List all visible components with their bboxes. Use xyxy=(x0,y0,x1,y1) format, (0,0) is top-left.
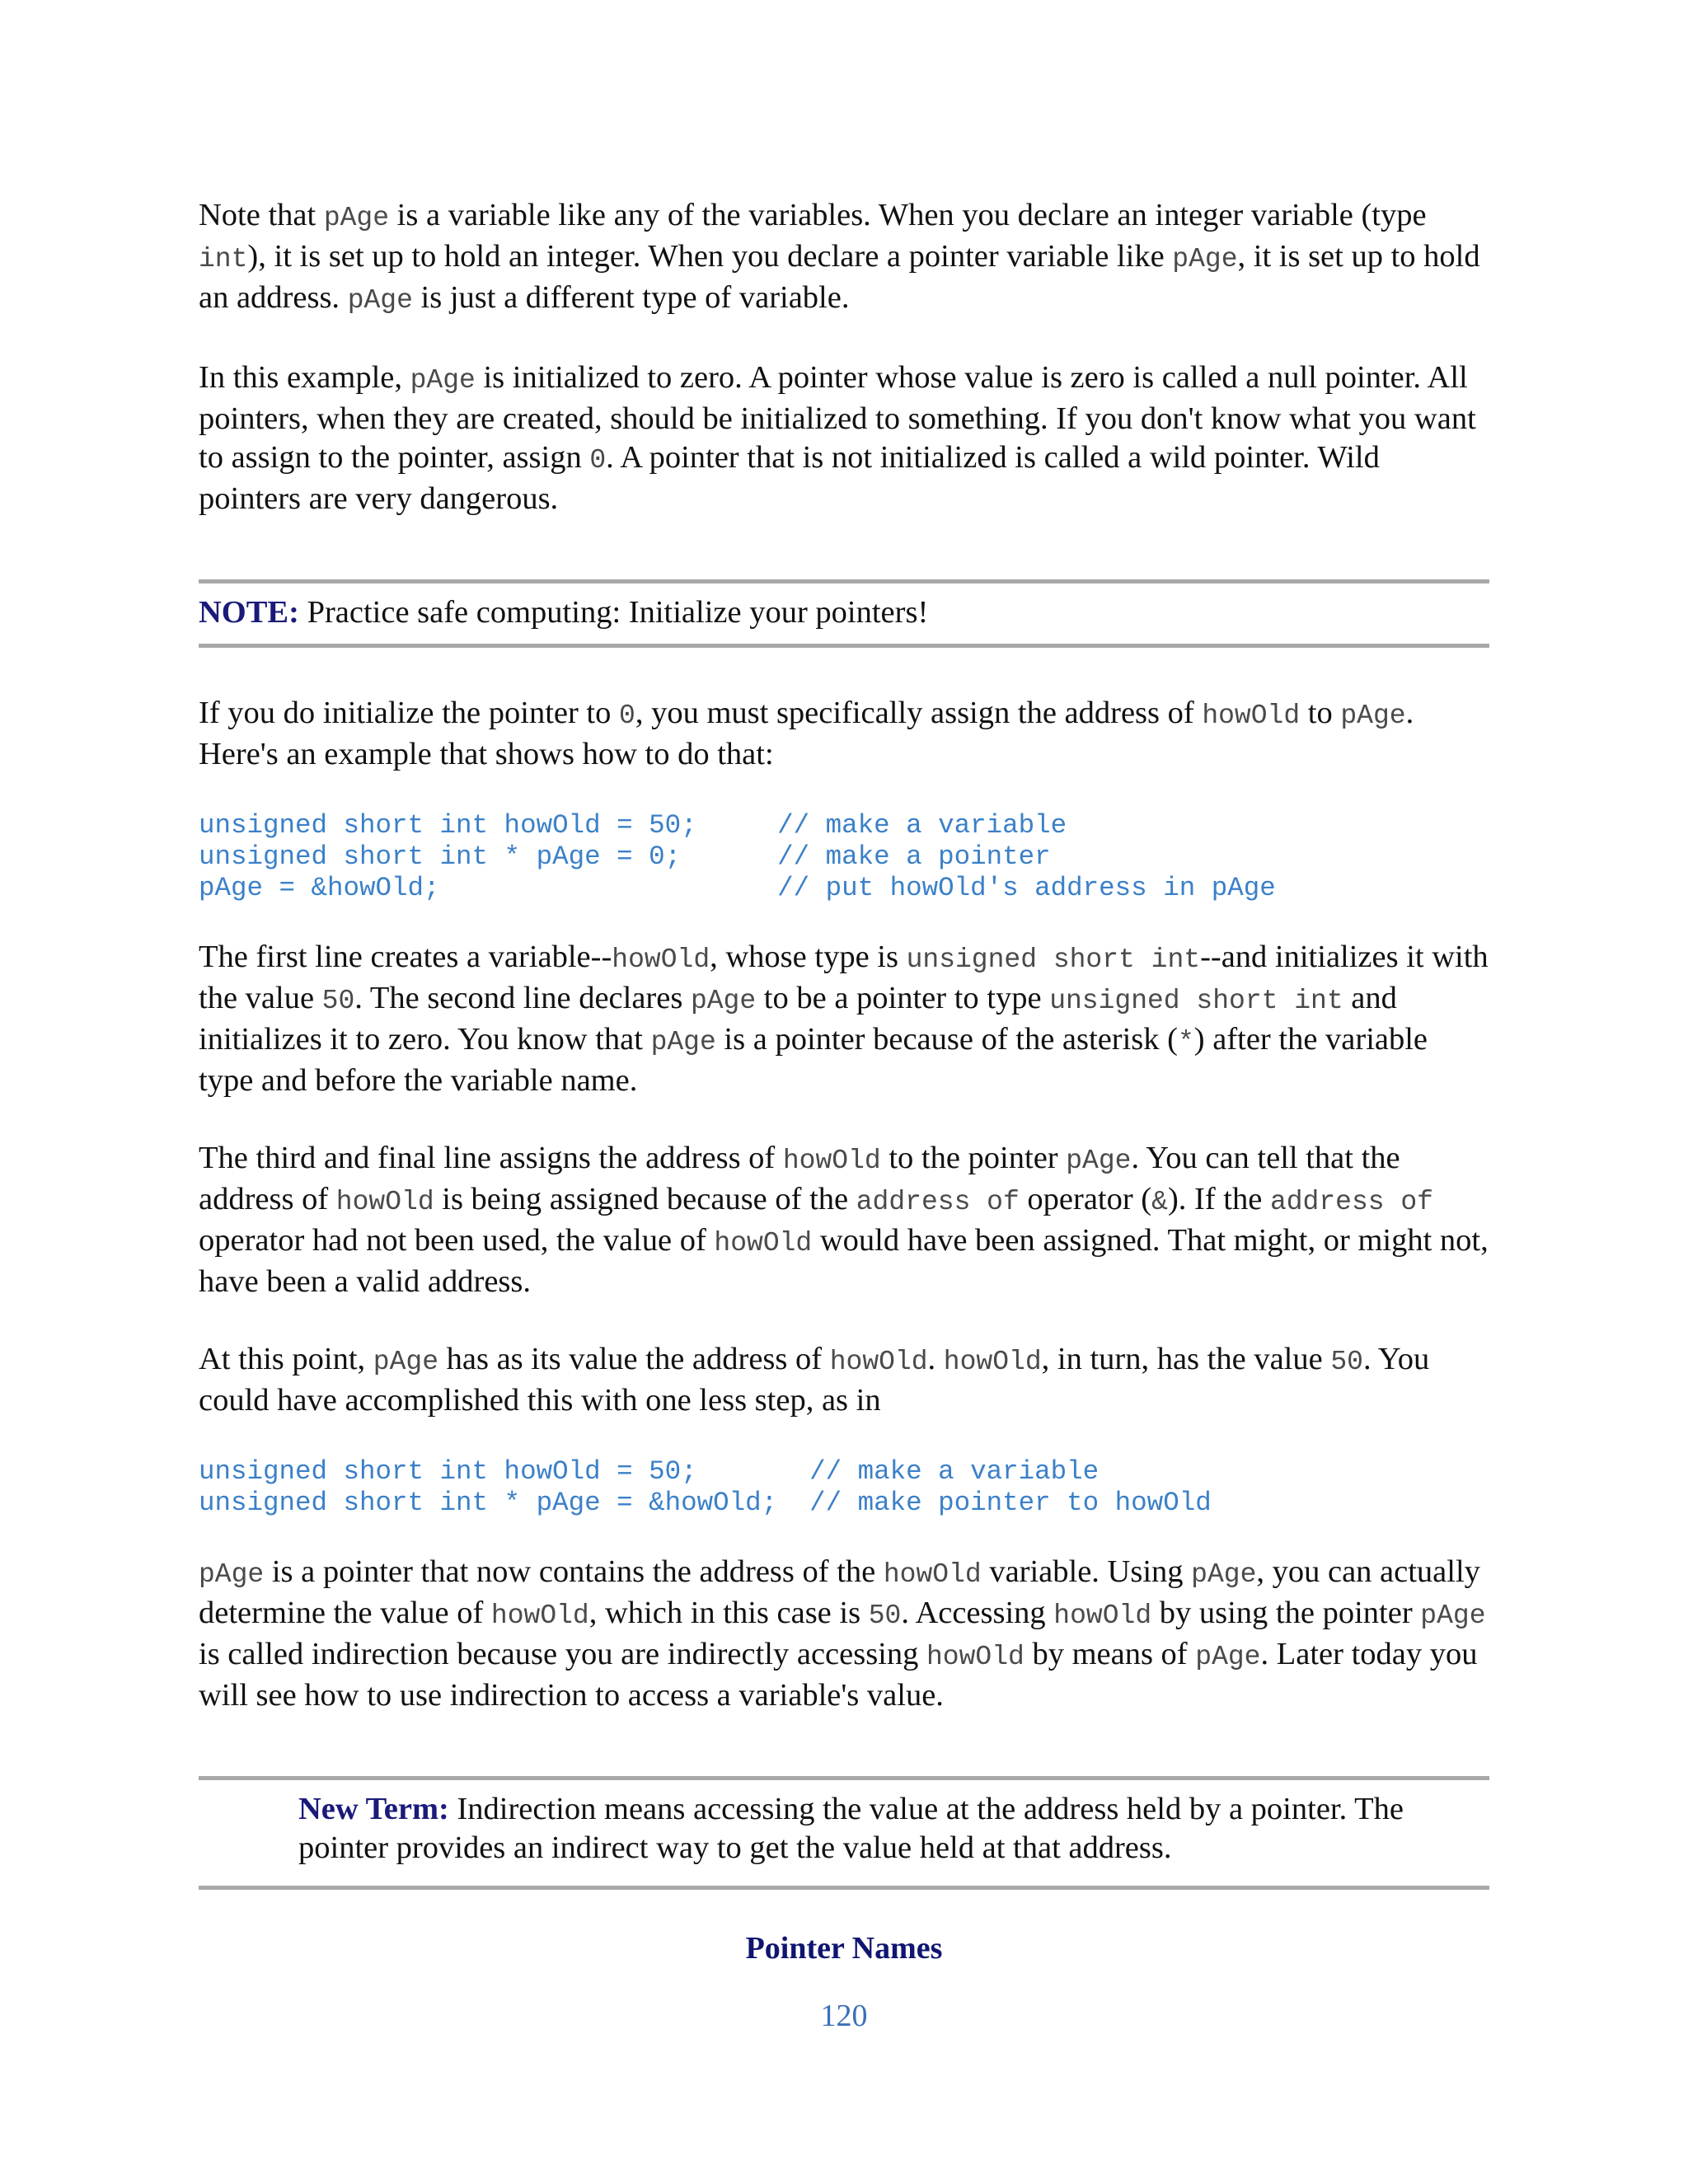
inline-code: 0 xyxy=(619,701,635,731)
paragraph-first-line-explanation xyxy=(199,938,1489,1100)
divider xyxy=(199,1886,1489,1890)
text: and initializes it to zero. You know that xyxy=(199,981,1397,1057)
text: , it is set up to hold an address. xyxy=(199,239,1480,315)
text: . Here's an example that shows how to do that: xyxy=(199,696,1414,771)
text: operator ( xyxy=(1019,1182,1152,1216)
text: ), it is set up to hold an integer. When you declare a pointer variable like xyxy=(247,239,1173,274)
text: . A pointer that is not initialized is called a wild pointer. Wild pointers are very dangerous. xyxy=(199,440,1380,516)
inline-code: howOld xyxy=(1053,1601,1152,1631)
text: operator had not been used, the value of xyxy=(199,1223,715,1258)
text: would have been assigned. That might, or might not, have been a valid address. xyxy=(199,1223,1489,1299)
paragraph-indirection xyxy=(199,1553,1489,1715)
new-term-label: New Term: xyxy=(298,1792,449,1826)
paragraph-at-this-point xyxy=(199,1340,1489,1420)
text: , which in this case is xyxy=(588,1596,869,1630)
inline-code: pAge xyxy=(410,365,476,396)
new-term-text: Indirection means accessing the value at the address held by a pointer. The pointer provides an indirect way to get the value held at that address. xyxy=(298,1792,1404,1865)
inline-code: howOld xyxy=(1202,701,1301,731)
inline-code: howOld xyxy=(714,1228,813,1258)
text: The third and final line assigns the address of xyxy=(199,1141,783,1175)
inline-code: unsigned short int xyxy=(906,944,1201,975)
divider xyxy=(199,1776,1489,1780)
section-heading: Pointer Names xyxy=(745,1931,943,1966)
inline-code: howOld xyxy=(335,1187,434,1217)
text: If you do initialize the pointer to xyxy=(199,696,619,730)
text: to the pointer xyxy=(880,1141,1067,1175)
text: . You could have accomplished this with one less step, as in xyxy=(199,1342,1430,1418)
text: . You can tell that the address of xyxy=(199,1141,1400,1216)
inline-code: 50 xyxy=(868,1601,902,1631)
inline-code: pAge xyxy=(323,203,390,233)
code-line: unsigned short int howOld = 50; // make a variable xyxy=(199,1456,1100,1487)
inline-code: pAge xyxy=(373,1347,438,1377)
inline-code: howOld xyxy=(612,944,710,975)
text: is being assigned because of the xyxy=(434,1182,856,1216)
text: , in turn, has the value xyxy=(1041,1342,1331,1376)
note-label: NOTE: xyxy=(199,595,299,630)
inline-code: address of xyxy=(856,1187,1020,1217)
text: to xyxy=(1300,696,1341,730)
text: , you must specifically assign the address of xyxy=(635,696,1203,730)
text: . Accessing xyxy=(901,1596,1054,1630)
text: is just a different type of variable. xyxy=(412,280,850,315)
paragraph-address-of-operator xyxy=(199,1139,1489,1301)
code-listing xyxy=(199,810,1489,904)
text: is called indirection because you are indirectly accessing xyxy=(199,1637,926,1671)
text: . The second line declares xyxy=(354,981,691,1015)
text: variable. Using xyxy=(981,1554,1192,1589)
note-text: Practice safe computing: Initialize your pointers! xyxy=(298,595,929,630)
document-page xyxy=(199,196,1489,2036)
page-number: 120 xyxy=(820,1999,868,2033)
inline-code: pAge xyxy=(1340,701,1406,731)
inline-code: pAge xyxy=(690,986,757,1016)
inline-code: 50 xyxy=(1330,1347,1363,1377)
code-line: unsigned short int * pAge = 0; // make a pointer xyxy=(199,841,1051,872)
inline-code: pAge xyxy=(1195,1642,1261,1672)
paragraph-assign-address xyxy=(199,694,1489,774)
code-line: pAge = &howOld; // put howOld's address in pAge xyxy=(199,873,1276,903)
inline-code: pAge xyxy=(199,1559,265,1590)
new-term-box xyxy=(199,1790,1489,1868)
note-box xyxy=(199,593,1489,632)
text: is a pointer because of the asterisk ( xyxy=(715,1022,1178,1057)
text: In this example, xyxy=(199,360,410,395)
inline-code: * xyxy=(1177,1027,1194,1057)
inline-code: howOld xyxy=(926,1642,1025,1672)
text: The first line creates a variable-- xyxy=(199,940,612,974)
text: is a variable like any of the variables. When you declare an integer variable (type xyxy=(389,198,1427,232)
text: by means of xyxy=(1024,1637,1196,1671)
inline-code: 0 xyxy=(589,445,607,476)
code-line: unsigned short int howOld = 50; // make a variable xyxy=(199,810,1067,841)
inline-code: pAge xyxy=(1420,1601,1486,1631)
inline-code: unsigned short int xyxy=(1049,986,1343,1016)
text: has as its value the address of xyxy=(438,1342,830,1376)
inline-code: address of xyxy=(1269,1187,1433,1217)
paragraph-null-pointer xyxy=(199,359,1489,518)
divider xyxy=(199,579,1489,583)
text: , you can actually determine the value of xyxy=(199,1554,1480,1630)
inline-code: 50 xyxy=(321,986,355,1016)
text: by using the pointer xyxy=(1151,1596,1421,1630)
inline-code: pAge xyxy=(347,285,413,316)
inline-code: int xyxy=(199,244,248,274)
inline-code: pAge xyxy=(650,1027,716,1057)
code-listing xyxy=(199,1456,1489,1519)
divider xyxy=(199,644,1489,648)
paragraph-pointer-variable xyxy=(199,196,1489,320)
inline-code: pAge xyxy=(1172,244,1238,274)
inline-code: howOld xyxy=(943,1347,1042,1377)
inline-code: howOld xyxy=(829,1347,928,1377)
text: is a pointer that now contains the address of the xyxy=(264,1554,884,1589)
text: is initialized to zero. A pointer whose value is zero is called a null pointer. All pointers, when they are created, should be initialized to something. If you don't know what you want to assign to the pointer, assign xyxy=(199,360,1476,475)
inline-code: howOld xyxy=(490,1601,589,1631)
inline-code: pAge xyxy=(1066,1146,1132,1176)
text: ). If the xyxy=(1167,1182,1270,1216)
text: , whose type is xyxy=(710,940,907,974)
text: ) after the variable type and before the variable name. xyxy=(199,1022,1428,1098)
text: to be a pointer to type xyxy=(756,981,1050,1015)
text: At this point, xyxy=(199,1342,373,1376)
inline-code: & xyxy=(1151,1187,1168,1217)
text: Note that xyxy=(199,198,324,232)
text: . xyxy=(927,1342,944,1376)
text: . Later today you will see how to use indirection to access a variable's value. xyxy=(199,1637,1478,1713)
code-line: unsigned short int * pAge = &howOld; // make pointer to howOld xyxy=(199,1488,1212,1518)
inline-code: howOld xyxy=(782,1146,881,1176)
inline-code: howOld xyxy=(883,1559,982,1590)
inline-code: pAge xyxy=(1191,1559,1257,1590)
text: --and initializes it with the value xyxy=(199,940,1489,1015)
